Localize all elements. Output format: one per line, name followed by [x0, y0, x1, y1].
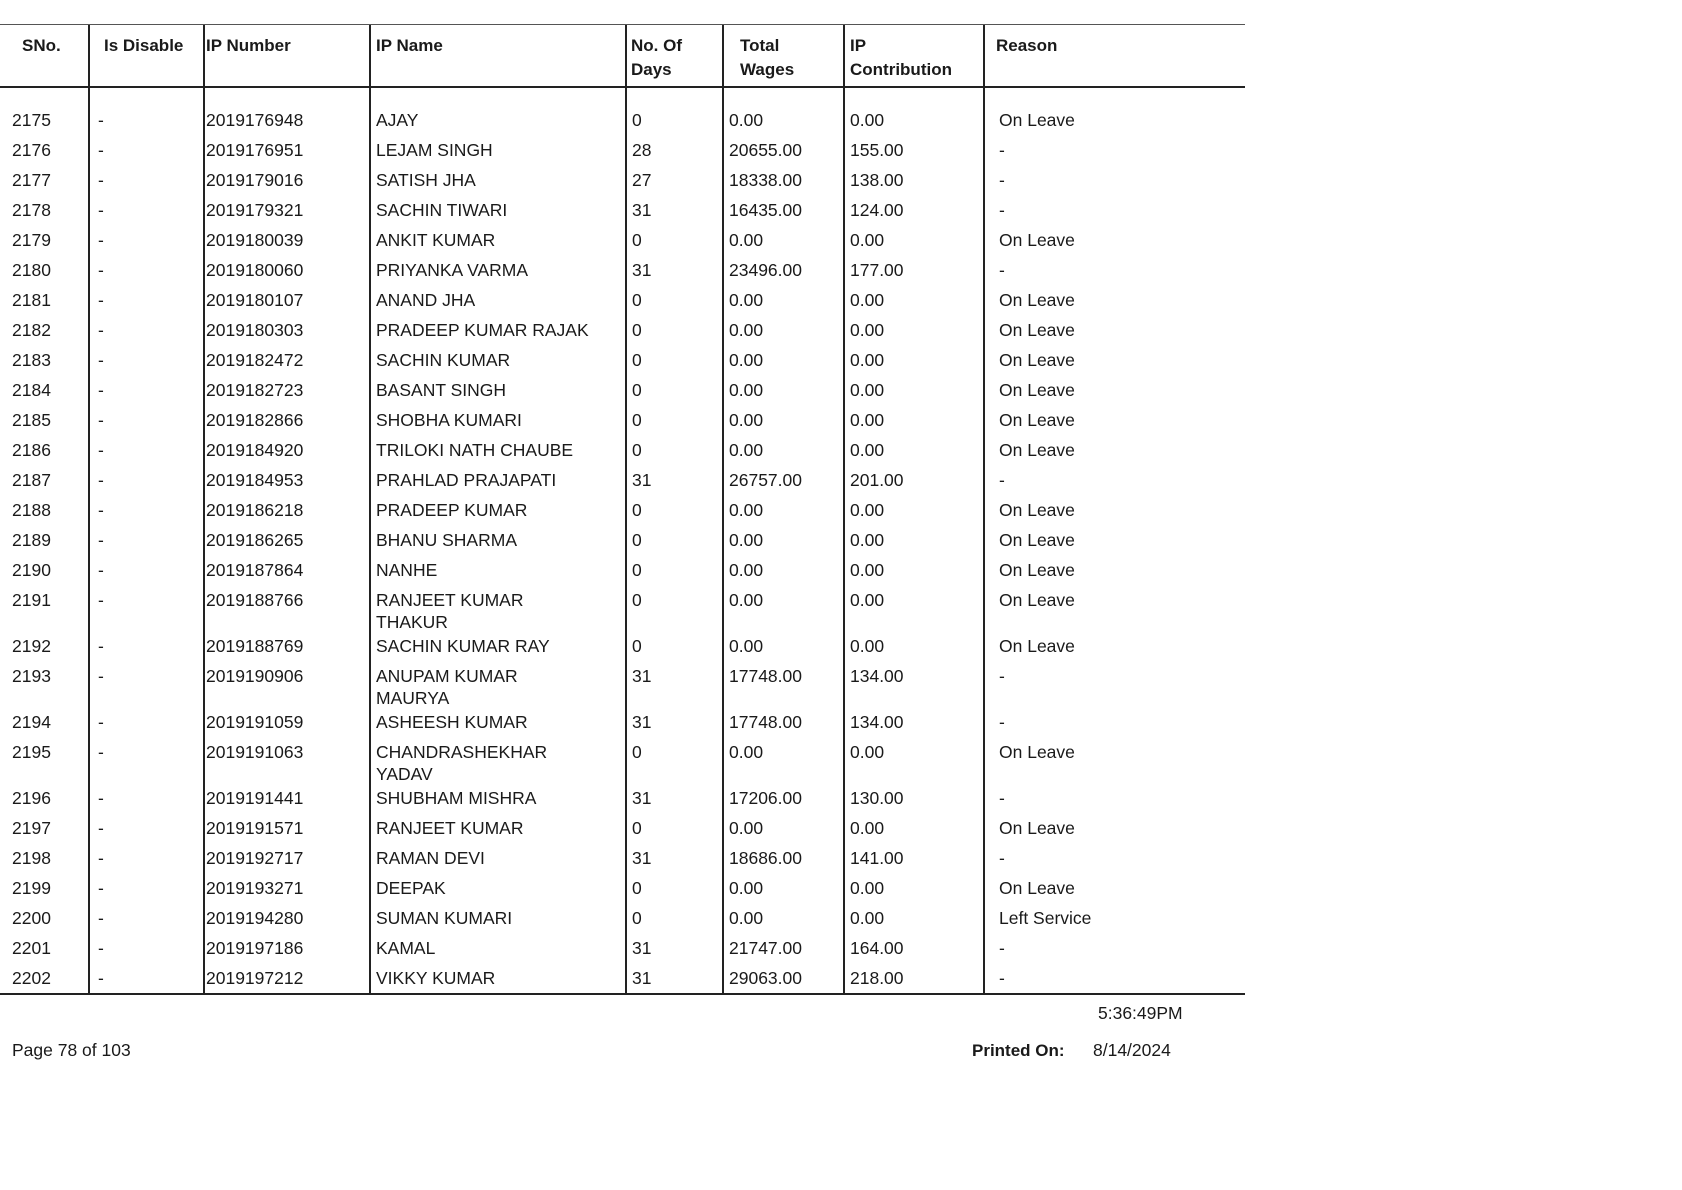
cell-sno: 2184: [12, 380, 51, 400]
cell-total-wages: 0.00: [729, 530, 764, 550]
cell-reason: On Leave: [999, 500, 1075, 520]
cell-ip-contribution: 155.00: [850, 140, 904, 160]
cell-ip-name: SHOBHA KUMARI: [376, 410, 522, 430]
cell-sno: 2181: [12, 290, 51, 310]
cell-reason: On Leave: [999, 636, 1075, 656]
cell-ip-number: 2019197186: [206, 938, 304, 958]
cell-is-disable: -: [98, 938, 104, 958]
cell-total-wages: 0.00: [729, 110, 764, 130]
cell-is-disable: -: [98, 712, 104, 732]
cell-ip-contribution: 0.00: [850, 878, 885, 898]
cell-no-of-days: 0: [632, 878, 642, 898]
cell-no-of-days: 31: [632, 938, 652, 958]
cell-reason: -: [999, 968, 1005, 988]
table-row: [0, 374, 1245, 404]
cell-total-wages: 0.00: [729, 500, 764, 520]
cell-ip-contribution: 134.00: [850, 666, 904, 686]
cell-sno: 2197: [12, 818, 51, 838]
table-row: [0, 164, 1245, 194]
cell-is-disable: -: [98, 590, 104, 610]
printed-on-date: 8/14/2024: [1093, 1040, 1171, 1060]
cell-ip-number: 2019176948: [206, 110, 304, 130]
table-row: [0, 434, 1245, 464]
cell-reason: On Leave: [999, 590, 1075, 610]
cell-sno: 2188: [12, 500, 51, 520]
cell-sno: 2179: [12, 230, 51, 250]
cell-ip-number: 2019180303: [206, 320, 304, 340]
cell-ip-contribution: 0.00: [850, 410, 885, 430]
cell-sno: 2200: [12, 908, 51, 928]
cell-total-wages: 21747.00: [729, 938, 802, 958]
cell-ip-number: 2019192717: [206, 848, 304, 868]
cell-ip-number: 2019180039: [206, 230, 304, 250]
cell-reason: On Leave: [999, 350, 1075, 370]
cell-no-of-days: 0: [632, 230, 642, 250]
cell-total-wages: 0.00: [729, 380, 764, 400]
cell-ip-contribution: 134.00: [850, 712, 904, 732]
cell-is-disable: -: [98, 170, 104, 190]
cell-is-disable: -: [98, 110, 104, 130]
cell-total-wages: 0.00: [729, 878, 764, 898]
cell-no-of-days: 31: [632, 200, 652, 220]
cell-ip-name: AJAY: [376, 110, 419, 130]
cell-ip-name: NANHE: [376, 560, 438, 580]
cell-ip-contribution: 164.00: [850, 938, 904, 958]
cell-no-of-days: 31: [632, 470, 652, 490]
cell-sno: 2195: [12, 742, 51, 762]
cell-no-of-days: 31: [632, 712, 652, 732]
cell-is-disable: -: [98, 140, 104, 160]
cell-ip-number: 2019193271: [206, 878, 304, 898]
cell-ip-name: BHANU SHARMA: [376, 530, 517, 550]
cell-total-wages: 0.00: [729, 230, 764, 250]
header-ip-number: IP Number: [206, 36, 291, 55]
cell-no-of-days: 31: [632, 260, 652, 280]
cell-ip-name: SHUBHAM MISHRA: [376, 788, 537, 808]
cell-no-of-days: 28: [632, 140, 652, 160]
table-row: [0, 660, 1245, 706]
table-row: [0, 494, 1245, 524]
cell-no-of-days: 0: [632, 818, 642, 838]
table-row: [0, 736, 1245, 782]
cell-is-disable: -: [98, 788, 104, 808]
cell-ip-contribution: 0.00: [850, 818, 885, 838]
cell-is-disable: -: [98, 848, 104, 868]
cell-ip-number: 2019186218: [206, 500, 304, 520]
table-row: [0, 630, 1245, 660]
cell-total-wages: 0.00: [729, 320, 764, 340]
header-total-wages-line2: Wages: [740, 60, 795, 79]
cell-sno: 2177: [12, 170, 51, 190]
cell-ip-name: SUMAN KUMARI: [376, 908, 513, 928]
cell-ip-name: ANAND JHA: [376, 290, 476, 310]
cell-reason: -: [999, 788, 1005, 808]
page-number: Page 78 of 103: [12, 1040, 131, 1060]
cell-ip-contribution: 0.00: [850, 742, 885, 762]
header-no-of-days-line2: Days: [631, 60, 672, 79]
cell-reason: Left Service: [999, 908, 1092, 928]
cell-ip-contribution: 0.00: [850, 320, 885, 340]
cell-ip-name: PRIYANKA VARMA: [376, 260, 529, 280]
cell-no-of-days: 0: [632, 560, 642, 580]
table-row: [0, 224, 1245, 254]
cell-no-of-days: 31: [632, 848, 652, 868]
cell-ip-contribution: 0.00: [850, 110, 885, 130]
cell-total-wages: 0.00: [729, 410, 764, 430]
header-is-disable: Is Disable: [104, 36, 184, 55]
cell-is-disable: -: [98, 560, 104, 580]
cell-ip-number: 2019194280: [206, 908, 304, 928]
cell-ip-name: SACHIN TIWARI: [376, 200, 508, 220]
cell-reason: On Leave: [999, 818, 1075, 838]
table-row: [0, 284, 1245, 314]
cell-is-disable: -: [98, 470, 104, 490]
header-total-wages: [740, 34, 794, 82]
cell-ip-name: PRADEEP KUMAR RAJAK: [376, 320, 589, 340]
cell-is-disable: -: [98, 818, 104, 838]
cell-is-disable: -: [98, 260, 104, 280]
cell-no-of-days: 0: [632, 500, 642, 520]
cell-ip-name: ANUPAM KUMAR MAURYA: [376, 666, 518, 708]
cell-sno: 2189: [12, 530, 51, 550]
cell-is-disable: -: [98, 968, 104, 988]
table-header: [0, 24, 1245, 88]
cell-reason: -: [999, 848, 1005, 868]
cell-is-disable: -: [98, 230, 104, 250]
cell-total-wages: 0.00: [729, 440, 764, 460]
table-row: [0, 194, 1245, 224]
cell-ip-contribution: 177.00: [850, 260, 904, 280]
cell-no-of-days: 0: [632, 590, 642, 610]
cell-ip-name: CHANDRASHEKHAR YADAV: [376, 742, 548, 784]
cell-ip-number: 2019179321: [206, 200, 304, 220]
cell-reason: On Leave: [999, 440, 1075, 460]
table-row: [0, 842, 1245, 872]
cell-no-of-days: 31: [632, 968, 652, 988]
cell-sno: 2190: [12, 560, 51, 580]
cell-ip-number: 2019197212: [206, 968, 304, 988]
cell-reason: -: [999, 260, 1005, 280]
cell-ip-name: SACHIN KUMAR RAY: [376, 636, 550, 656]
cell-is-disable: -: [98, 530, 104, 550]
print-time: 5:36:49PM: [1098, 1003, 1183, 1023]
cell-ip-name: PRAHLAD PRAJAPATI: [376, 470, 557, 490]
cell-sno: 2198: [12, 848, 51, 868]
cell-reason: -: [999, 938, 1005, 958]
cell-is-disable: -: [98, 666, 104, 686]
header-ip-contribution-line1: IP: [850, 36, 867, 55]
cell-sno: 2182: [12, 320, 51, 340]
header-ip-name: IP Name: [376, 36, 443, 55]
cell-ip-number: 2019182472: [206, 350, 304, 370]
table-row: [0, 254, 1245, 284]
cell-is-disable: -: [98, 200, 104, 220]
cell-ip-number: 2019191059: [206, 712, 304, 732]
cell-reason: -: [999, 140, 1005, 160]
cell-no-of-days: 27: [632, 170, 652, 190]
cell-no-of-days: 0: [632, 380, 642, 400]
cell-ip-contribution: 0.00: [850, 290, 885, 310]
cell-reason: -: [999, 200, 1005, 220]
cell-ip-contribution: 0.00: [850, 380, 885, 400]
cell-total-wages: 23496.00: [729, 260, 802, 280]
cell-ip-name: SACHIN KUMAR: [376, 350, 511, 370]
cell-ip-number: 2019182723: [206, 380, 304, 400]
cell-ip-contribution: 0.00: [850, 908, 885, 928]
cell-no-of-days: 0: [632, 530, 642, 550]
cell-ip-number: 2019188769: [206, 636, 304, 656]
cell-reason: On Leave: [999, 290, 1075, 310]
cell-ip-name: RANJEET KUMAR THAKUR: [376, 590, 524, 632]
header-total-wages-line1: Total: [740, 36, 780, 55]
contribution-table: [0, 24, 1245, 995]
cell-no-of-days: 0: [632, 410, 642, 430]
cell-ip-number: 2019180107: [206, 290, 304, 310]
cell-ip-number: 2019191063: [206, 742, 304, 762]
cell-reason: On Leave: [999, 742, 1075, 762]
table-row: [0, 962, 1245, 992]
cell-is-disable: -: [98, 500, 104, 520]
table-row: [0, 872, 1245, 902]
cell-total-wages: 0.00: [729, 742, 764, 762]
cell-sno: 2187: [12, 470, 51, 490]
cell-ip-number: 2019180060: [206, 260, 304, 280]
cell-ip-name: RANJEET KUMAR: [376, 818, 524, 838]
cell-sno: 2185: [12, 410, 51, 430]
cell-sno: 2193: [12, 666, 51, 686]
cell-total-wages: 18338.00: [729, 170, 802, 190]
cell-reason: On Leave: [999, 110, 1075, 130]
cell-ip-name: LEJAM SINGH: [376, 140, 493, 160]
cell-no-of-days: 0: [632, 290, 642, 310]
cell-ip-number: 2019182866: [206, 410, 304, 430]
cell-ip-name: SATISH JHA: [376, 170, 476, 190]
cell-ip-name: BASANT SINGH: [376, 380, 506, 400]
table-row: [0, 104, 1245, 134]
cell-sno: 2194: [12, 712, 51, 732]
cell-sno: 2178: [12, 200, 51, 220]
cell-ip-contribution: 0.00: [850, 350, 885, 370]
header-reason: Reason: [996, 36, 1058, 55]
header-no-of-days: [631, 34, 682, 82]
cell-reason: On Leave: [999, 410, 1075, 430]
cell-ip-contribution: 201.00: [850, 470, 904, 490]
cell-no-of-days: 0: [632, 320, 642, 340]
cell-sno: 2201: [12, 938, 51, 958]
cell-is-disable: -: [98, 878, 104, 898]
cell-ip-name: DEEPAK: [376, 878, 446, 898]
cell-no-of-days: 0: [632, 350, 642, 370]
cell-ip-number: 2019190906: [206, 666, 304, 686]
cell-ip-name: ANKIT KUMAR: [376, 230, 496, 250]
cell-total-wages: 26757.00: [729, 470, 802, 490]
cell-sno: 2191: [12, 590, 51, 610]
printed-on-label: Printed On:: [972, 1041, 1065, 1060]
cell-ip-number: 2019176951: [206, 140, 304, 160]
table-row: [0, 706, 1245, 736]
cell-is-disable: -: [98, 908, 104, 928]
cell-ip-contribution: 0.00: [850, 500, 885, 520]
cell-ip-contribution: 0.00: [850, 530, 885, 550]
cell-ip-contribution: 130.00: [850, 788, 904, 808]
table-row: [0, 464, 1245, 494]
cell-total-wages: 0.00: [729, 290, 764, 310]
cell-total-wages: 0.00: [729, 636, 764, 656]
cell-reason: On Leave: [999, 878, 1075, 898]
cell-sno: 2186: [12, 440, 51, 460]
cell-total-wages: 0.00: [729, 350, 764, 370]
table-row: [0, 404, 1245, 434]
cell-no-of-days: 31: [632, 666, 652, 686]
cell-total-wages: 0.00: [729, 560, 764, 580]
cell-ip-contribution: 0.00: [850, 636, 885, 656]
table-row: [0, 902, 1245, 932]
cell-sno: 2202: [12, 968, 51, 988]
table-row: [0, 584, 1245, 630]
cell-sno: 2175: [12, 110, 51, 130]
cell-reason: -: [999, 470, 1005, 490]
cell-total-wages: 0.00: [729, 818, 764, 838]
cell-reason: On Leave: [999, 320, 1075, 340]
cell-reason: On Leave: [999, 530, 1075, 550]
cell-ip-contribution: 141.00: [850, 848, 904, 868]
cell-ip-number: 2019191441: [206, 788, 304, 808]
cell-ip-name: TRILOKI NATH CHAUBE: [376, 440, 574, 460]
header-ip-contribution-line2: Contribution: [850, 60, 952, 79]
cell-no-of-days: 31: [632, 788, 652, 808]
table-row: [0, 782, 1245, 812]
cell-is-disable: -: [98, 320, 104, 340]
cell-ip-contribution: 0.00: [850, 560, 885, 580]
table-row: [0, 554, 1245, 584]
table-row: [0, 134, 1245, 164]
cell-total-wages: 20655.00: [729, 140, 802, 160]
cell-ip-number: 2019191571: [206, 818, 304, 838]
cell-sno: 2176: [12, 140, 51, 160]
cell-ip-name: PRADEEP KUMAR: [376, 500, 528, 520]
cell-is-disable: -: [98, 742, 104, 762]
cell-is-disable: -: [98, 440, 104, 460]
cell-no-of-days: 0: [632, 440, 642, 460]
header-ip-contribution: [850, 34, 952, 82]
cell-ip-number: 2019179016: [206, 170, 304, 190]
cell-reason: -: [999, 712, 1005, 732]
cell-reason: On Leave: [999, 380, 1075, 400]
cell-ip-number: 2019186265: [206, 530, 304, 550]
cell-is-disable: -: [98, 410, 104, 430]
cell-sno: 2199: [12, 878, 51, 898]
cell-no-of-days: 0: [632, 742, 642, 762]
cell-sno: 2183: [12, 350, 51, 370]
cell-ip-number: 2019184920: [206, 440, 304, 460]
cell-ip-number: 2019187864: [206, 560, 304, 580]
cell-no-of-days: 0: [632, 908, 642, 928]
cell-ip-name: KAMAL: [376, 938, 436, 958]
cell-ip-number: 2019188766: [206, 590, 304, 610]
cell-no-of-days: 0: [632, 636, 642, 656]
cell-ip-contribution: 218.00: [850, 968, 904, 988]
cell-ip-name: ASHEESH KUMAR: [376, 712, 528, 732]
cell-ip-name: RAMAN DEVI: [376, 848, 485, 868]
cell-ip-contribution: 0.00: [850, 440, 885, 460]
cell-is-disable: -: [98, 380, 104, 400]
table-row: [0, 314, 1245, 344]
cell-total-wages: 29063.00: [729, 968, 802, 988]
cell-ip-name: VIKKY KUMAR: [376, 968, 496, 988]
cell-reason: -: [999, 170, 1005, 190]
table-row: [0, 812, 1245, 842]
cell-is-disable: -: [98, 290, 104, 310]
cell-total-wages: 17748.00: [729, 666, 802, 686]
cell-reason: On Leave: [999, 230, 1075, 250]
cell-ip-contribution: 0.00: [850, 590, 885, 610]
table-row: [0, 344, 1245, 374]
cell-ip-contribution: 138.00: [850, 170, 904, 190]
cell-ip-contribution: 0.00: [850, 230, 885, 250]
cell-total-wages: 18686.00: [729, 848, 802, 868]
cell-is-disable: -: [98, 350, 104, 370]
header-sno: SNo.: [22, 36, 61, 55]
cell-total-wages: 0.00: [729, 908, 764, 928]
cell-no-of-days: 0: [632, 110, 642, 130]
cell-total-wages: 17206.00: [729, 788, 802, 808]
cell-ip-number: 2019184953: [206, 470, 304, 490]
header-no-of-days-line1: No. Of: [631, 36, 682, 55]
table-row: [0, 524, 1245, 554]
cell-total-wages: 0.00: [729, 590, 764, 610]
cell-sno: 2180: [12, 260, 51, 280]
cell-sno: 2196: [12, 788, 51, 808]
cell-reason: -: [999, 666, 1005, 686]
cell-sno: 2192: [12, 636, 51, 656]
table-row: [0, 932, 1245, 962]
cell-reason: On Leave: [999, 560, 1075, 580]
cell-total-wages: 16435.00: [729, 200, 802, 220]
table-body: [0, 88, 1245, 995]
cell-total-wages: 17748.00: [729, 712, 802, 732]
cell-ip-contribution: 124.00: [850, 200, 904, 220]
cell-is-disable: -: [98, 636, 104, 656]
